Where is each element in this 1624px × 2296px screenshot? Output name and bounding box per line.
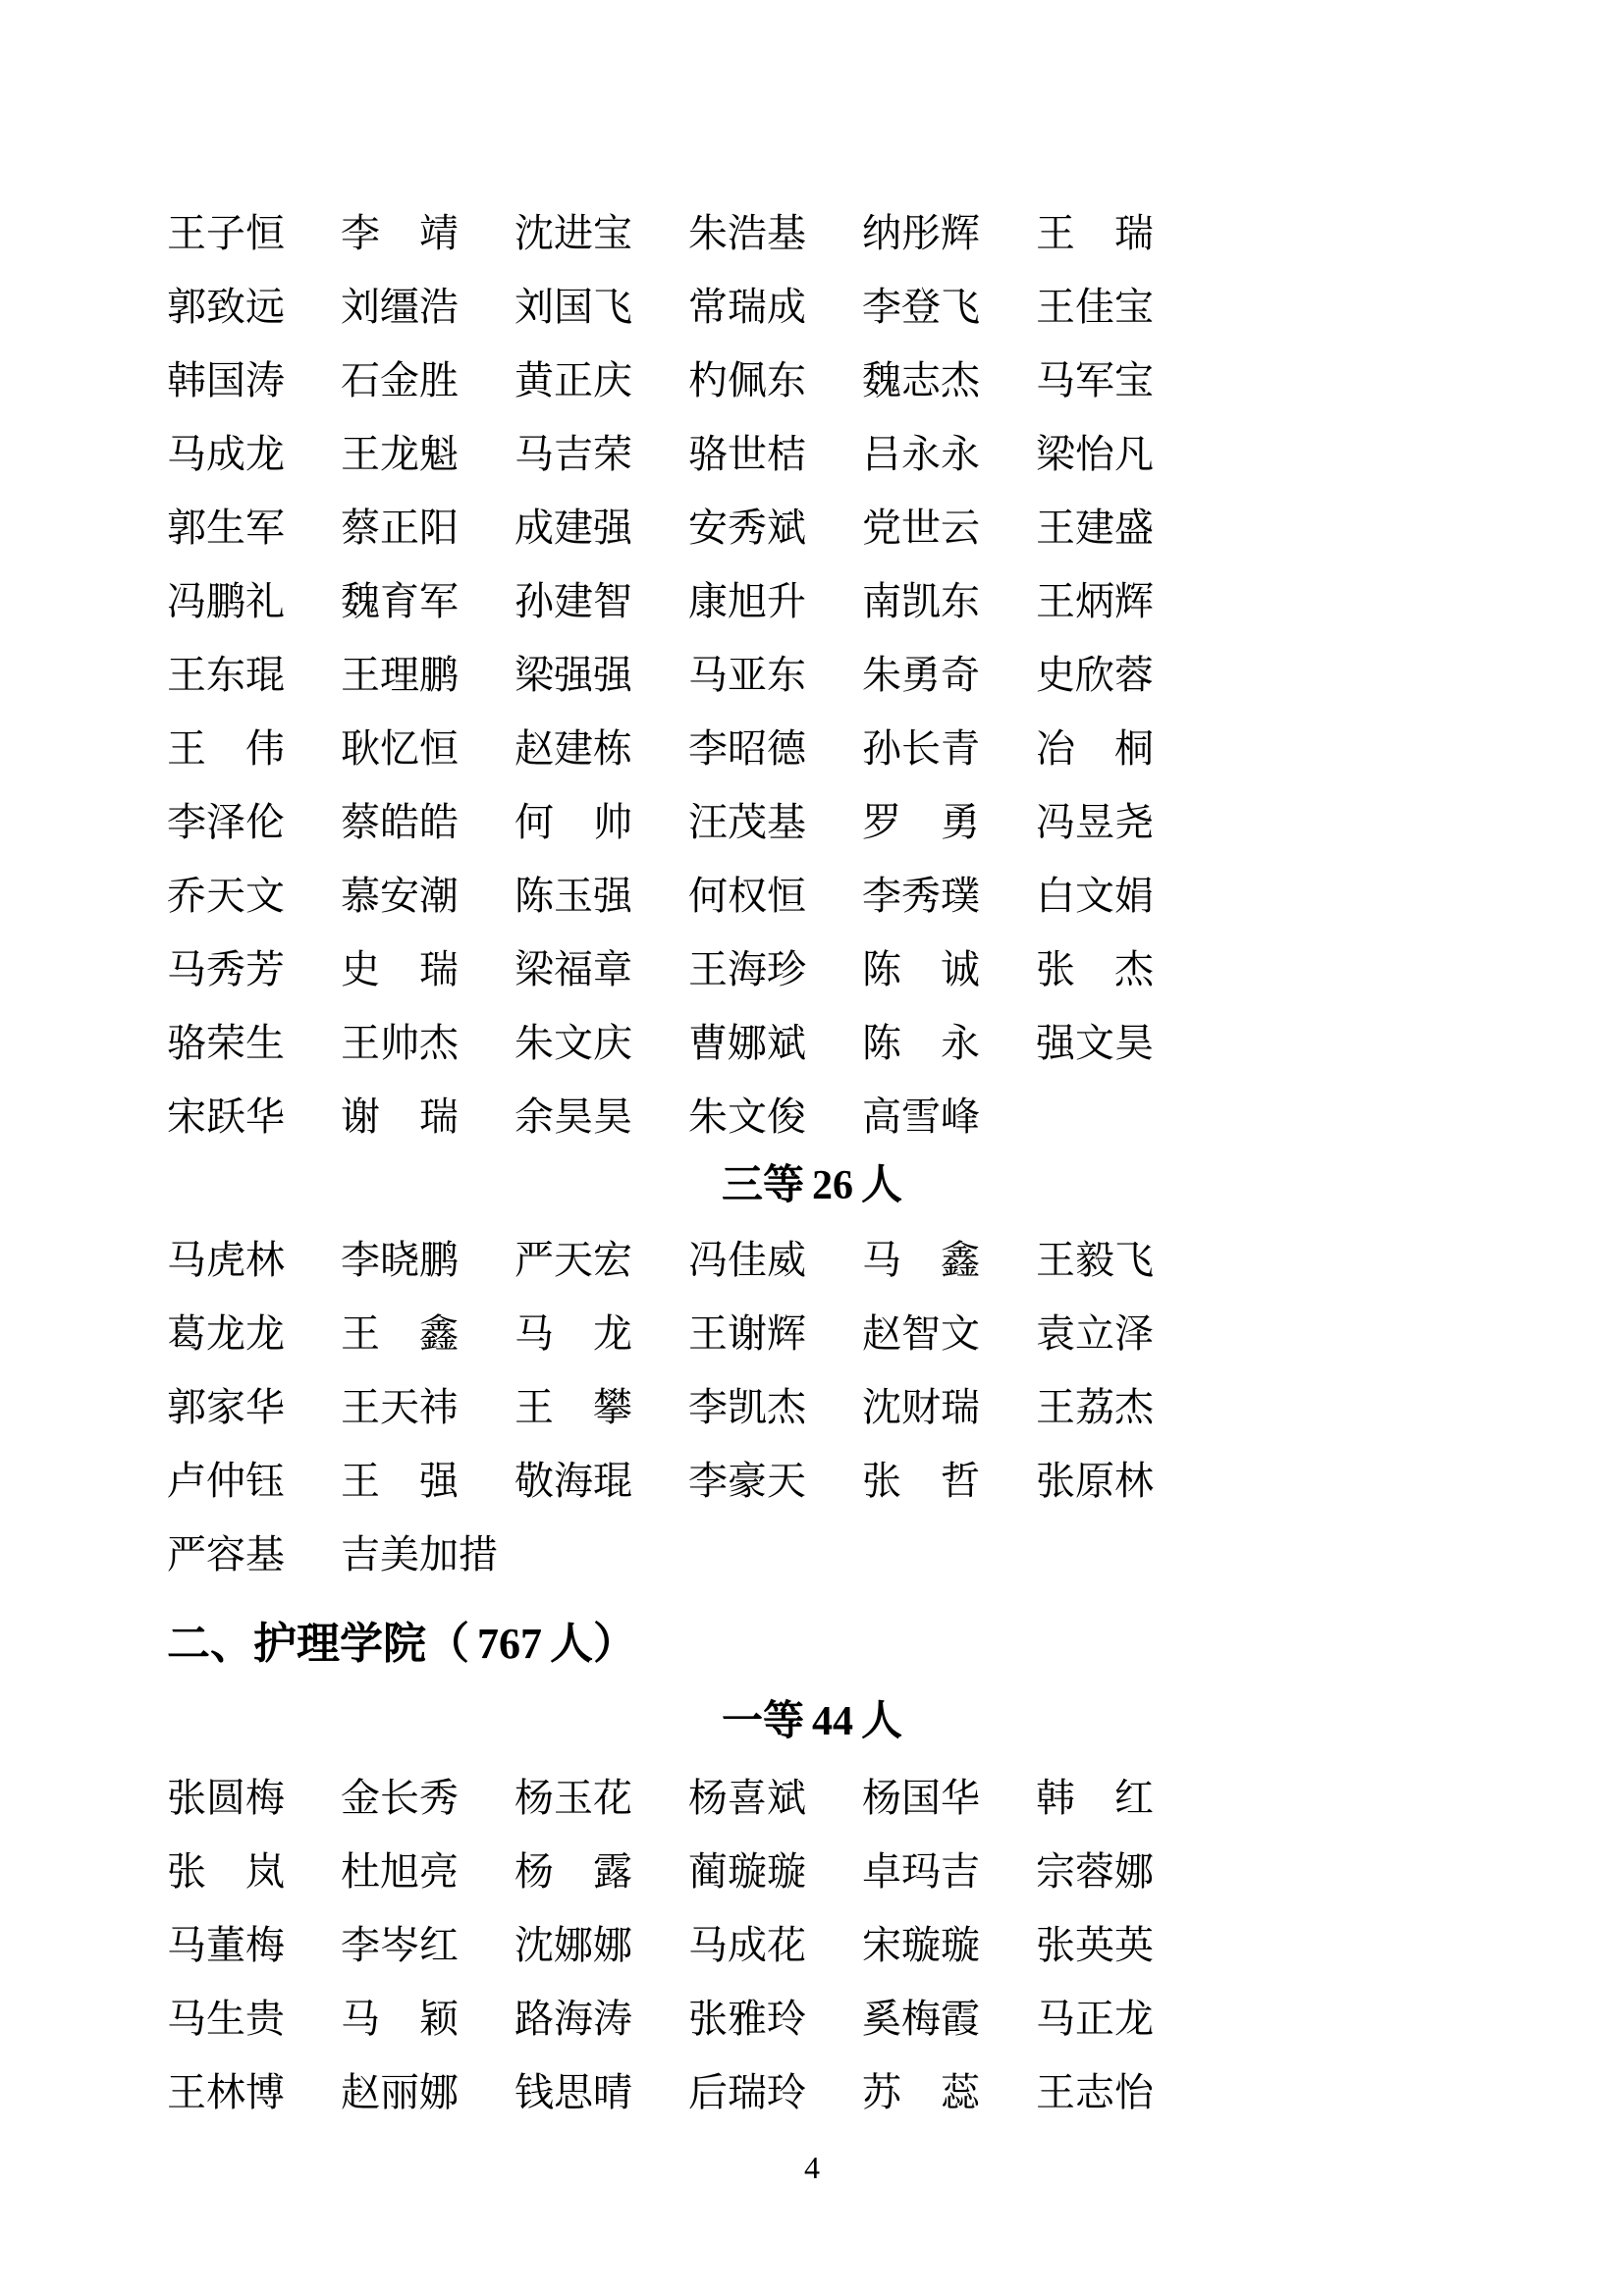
person-name: 李晓鹏 <box>341 1237 459 1282</box>
person-name: 葛龙龙 <box>167 1310 285 1356</box>
person-name: 张杰 <box>1036 946 1154 991</box>
person-name: 蔡正阳 <box>341 505 459 550</box>
person-name: 魏志杰 <box>862 357 980 402</box>
person-name: 杜旭亮 <box>341 1848 459 1894</box>
third-class-names-grid <box>167 1223 1154 1591</box>
person-name: 安秀斌 <box>688 505 806 550</box>
person-name: 杨国华 <box>862 1775 980 1820</box>
person-name: 王谢辉 <box>688 1310 806 1356</box>
person-name: 沈财瑞 <box>862 1384 980 1429</box>
nursing-college-count: 767 <box>477 1620 542 1668</box>
person-name: 郭生军 <box>167 505 285 550</box>
person-name: 王东琨 <box>167 652 285 697</box>
person-name: 王毅飞 <box>1036 1237 1154 1282</box>
person-name: 朱勇奇 <box>862 652 980 697</box>
person-name: 李泽伦 <box>167 799 285 844</box>
person-name: 王鑫 <box>341 1310 459 1356</box>
person-name: 韩国涛 <box>167 357 285 402</box>
person-name: 孙长青 <box>862 725 980 771</box>
person-name: 成建强 <box>514 505 632 550</box>
person-name: 王志怡 <box>1036 2069 1154 2114</box>
person-name: 宋璇璇 <box>862 1922 980 1967</box>
person-name: 王林博 <box>167 2069 285 2114</box>
person-name: 金长秀 <box>341 1775 459 1820</box>
person-name: 康旭升 <box>688 578 806 623</box>
person-name: 马生贵 <box>167 1996 285 2041</box>
person-name: 路海涛 <box>514 1996 632 2041</box>
first-class-heading-prefix: 一等 <box>721 1697 804 1743</box>
first-class-count: 44 <box>812 1699 853 1744</box>
person-name: 王荔杰 <box>1036 1384 1154 1429</box>
person-name: 严天宏 <box>514 1237 632 1282</box>
person-name: 李豪天 <box>688 1458 806 1503</box>
person-name: 王瑞 <box>1036 210 1154 255</box>
person-name: 高雪峰 <box>862 1094 980 1139</box>
person-name: 张原林 <box>1036 1458 1154 1503</box>
person-name: 杨喜斌 <box>688 1775 806 1820</box>
person-name: 王伟 <box>167 725 285 771</box>
person-name: 张岚 <box>167 1848 285 1894</box>
person-name: 曹娜斌 <box>688 1020 806 1065</box>
person-name: 钱思晴 <box>514 2069 632 2114</box>
person-name: 张雅玲 <box>688 1996 806 2041</box>
third-class-heading <box>167 1159 1457 1211</box>
person-name: 史欣蓉 <box>1036 652 1154 697</box>
person-name: 郭致远 <box>167 284 285 329</box>
nursing-college-heading-prefix: 二、护理学院（ <box>167 1620 469 1668</box>
person-name: 党世云 <box>862 505 980 550</box>
person-name: 乔天文 <box>167 873 285 918</box>
third-class-heading-suffix: 人 <box>861 1161 903 1207</box>
person-name: 马秀芳 <box>167 946 285 991</box>
third-class-count: 26 <box>812 1163 853 1208</box>
person-name: 严容基 <box>167 1531 285 1576</box>
person-name: 王天祎 <box>341 1384 459 1429</box>
person-name: 袁立泽 <box>1036 1310 1154 1356</box>
person-name: 慕安潮 <box>341 873 459 918</box>
person-name: 王强 <box>341 1458 459 1503</box>
person-name: 耿忆恒 <box>341 725 459 771</box>
person-name: 刘国飞 <box>514 284 632 329</box>
person-name: 罗勇 <box>862 799 980 844</box>
person-name: 赵丽娜 <box>341 2069 459 2114</box>
person-name: 李靖 <box>341 210 459 255</box>
person-name: 后瑞玲 <box>688 2069 806 2114</box>
person-name: 韩红 <box>1036 1775 1154 1820</box>
person-name: 骆荣生 <box>167 1020 285 1065</box>
person-name: 宋跃华 <box>167 1094 285 1139</box>
person-name: 常瑞成 <box>688 284 806 329</box>
person-name: 孙建智 <box>514 578 632 623</box>
person-name: 纳彤辉 <box>862 210 980 255</box>
person-name: 张圆梅 <box>167 1775 285 1820</box>
person-name: 汪茂基 <box>688 799 806 844</box>
person-name: 杨露 <box>514 1848 632 1894</box>
person-name: 李凯杰 <box>688 1384 806 1429</box>
person-name: 王炳辉 <box>1036 578 1154 623</box>
person-name: 杨玉花 <box>514 1775 632 1820</box>
person-name: 张英英 <box>1036 1922 1154 1967</box>
person-name: 宗蓉娜 <box>1036 1848 1154 1894</box>
person-name: 王海珍 <box>688 946 806 991</box>
person-name: 郭家华 <box>167 1384 285 1429</box>
person-name: 马龙 <box>514 1310 632 1356</box>
person-name: 蔺璇璇 <box>688 1848 806 1894</box>
person-name: 冯佳威 <box>688 1237 806 1282</box>
person-name: 马成龙 <box>167 431 285 476</box>
person-name: 史瑞 <box>341 946 459 991</box>
first-class-heading <box>167 1695 1457 1747</box>
third-class-heading-prefix: 三等 <box>721 1161 804 1207</box>
person-name: 马吉荣 <box>514 431 632 476</box>
person-name: 蔡皓皓 <box>341 799 459 844</box>
person-name: 马军宝 <box>1036 357 1154 402</box>
person-name: 李岑红 <box>341 1922 459 1967</box>
person-name: 谢瑞 <box>341 1094 459 1139</box>
nursing-college-heading <box>167 1617 1457 1672</box>
person-name: 南凯东 <box>862 578 980 623</box>
person-name: 陈诚 <box>862 946 980 991</box>
person-name: 马颖 <box>341 1996 459 2041</box>
person-name: 赵建栋 <box>514 725 632 771</box>
person-name: 苏蕊 <box>862 2069 980 2114</box>
person-name: 吕永永 <box>862 431 980 476</box>
page-number: 4 <box>804 2150 820 2185</box>
person-name: 马董梅 <box>167 1922 285 1967</box>
person-name: 朱文俊 <box>688 1094 806 1139</box>
person-name: 卢仲钰 <box>167 1458 285 1503</box>
person-name: 陈玉强 <box>514 873 632 918</box>
person-name: 李登飞 <box>862 284 980 329</box>
person-name: 朱浩基 <box>688 210 806 255</box>
person-name: 石金胜 <box>341 357 459 402</box>
person-name: 马亚东 <box>688 652 806 697</box>
person-name: 沈娜娜 <box>514 1922 632 1967</box>
nursing-college-heading-suffix: 人） <box>550 1620 636 1668</box>
person-name: 陈永 <box>862 1020 980 1065</box>
person-name: 卓玛吉 <box>862 1848 980 1894</box>
person-name: 马成花 <box>688 1922 806 1967</box>
person-name: 何帅 <box>514 799 632 844</box>
person-name: 王龙魁 <box>341 431 459 476</box>
person-name: 吉美加措 <box>341 1531 498 1576</box>
person-name: 马虎林 <box>167 1237 285 1282</box>
person-name: 敬海琨 <box>514 1458 632 1503</box>
second-class-names-grid <box>167 196 1154 1153</box>
person-name: 冶桐 <box>1036 725 1154 771</box>
person-name: 白文娟 <box>1036 873 1154 918</box>
person-name: 奚梅霞 <box>862 1996 980 2041</box>
person-name: 李秀璞 <box>862 873 980 918</box>
person-name: 魏育军 <box>341 578 459 623</box>
first-class-heading-suffix: 人 <box>861 1697 903 1743</box>
person-name: 冯鹏礼 <box>167 578 285 623</box>
person-name: 王攀 <box>514 1384 632 1429</box>
person-name: 刘缰浩 <box>341 284 459 329</box>
person-name: 王建盛 <box>1036 505 1154 550</box>
person-name: 何权恒 <box>688 873 806 918</box>
person-name: 王子恒 <box>167 210 285 255</box>
person-name: 赵智文 <box>862 1310 980 1356</box>
person-name: 王理鹏 <box>341 652 459 697</box>
person-name: 王佳宝 <box>1036 284 1154 329</box>
person-name: 梁福章 <box>514 946 632 991</box>
person-name: 马鑫 <box>862 1237 980 1282</box>
person-name: 骆世桔 <box>688 431 806 476</box>
person-name: 余昊昊 <box>514 1094 632 1139</box>
person-name: 杓佩东 <box>688 357 806 402</box>
person-name: 王帅杰 <box>341 1020 459 1065</box>
first-class-names-grid <box>167 1761 1154 2129</box>
person-name: 梁强强 <box>514 652 632 697</box>
person-name: 张哲 <box>862 1458 980 1503</box>
person-name: 黄正庆 <box>514 357 632 402</box>
person-name: 沈进宝 <box>514 210 632 255</box>
person-name: 李昭德 <box>688 725 806 771</box>
person-name: 梁怡凡 <box>1036 431 1154 476</box>
person-name: 马正龙 <box>1036 1996 1154 2041</box>
person-name: 朱文庆 <box>514 1020 632 1065</box>
person-name: 冯昱尧 <box>1036 799 1154 844</box>
person-name: 强文昊 <box>1036 1020 1154 1065</box>
